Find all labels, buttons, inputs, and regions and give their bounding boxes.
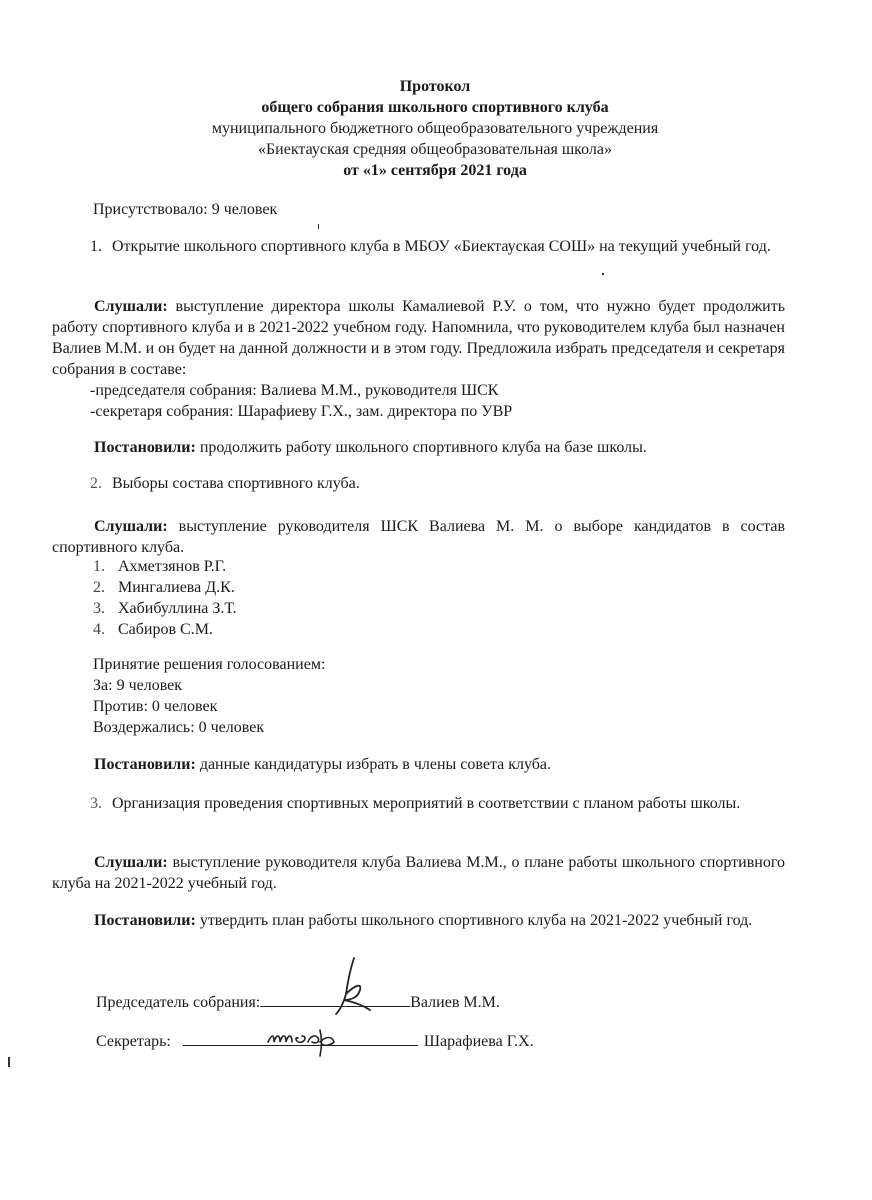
- chair-label: Председатель собрания:: [96, 994, 261, 1011]
- agenda-item-2: [90, 473, 785, 494]
- agenda-item-1: [90, 236, 785, 257]
- vote-against: Против: 0 человек: [93, 698, 218, 715]
- secretary-proposal-line: -секретаря собрания: Шарафиеву Г.Х., зам. директора по УВР: [90, 403, 513, 420]
- secretary-label: Секретарь:: [96, 1033, 171, 1050]
- candidate-list: [93, 556, 237, 640]
- item-3-heard-paragraph: [52, 852, 785, 894]
- item-1-resolved-text: продолжить работу школьного спортивного клуба на базе школы.: [195, 439, 647, 456]
- agenda-item-1-text: Открытие школьного спортивного клуба в МБОУ «Биектауская СОШ» на текущий учебный год.: [112, 238, 771, 255]
- document-header: [40, 76, 830, 181]
- item-1-resolution: [94, 437, 647, 458]
- scan-speck: [602, 273, 604, 275]
- item-3-resolved-text: утвердить план работы школьного спортивного клуба на 2021-2022 учебный год.: [195, 912, 753, 929]
- heard-label: Слушали:: [94, 854, 168, 871]
- attendance-line: Присутствовало: 9 человек: [93, 201, 278, 218]
- vote-for: За: 9 человек: [93, 677, 183, 694]
- secretary-name: Шарафиева Г.Х.: [423, 1033, 534, 1050]
- organization-line-2: «Биектауская средняя общеобразовательная школа»: [257, 141, 612, 158]
- vote-abstain: Воздержались: 0 человек: [93, 719, 265, 736]
- chair-handwritten-signature: [310, 950, 390, 1020]
- item-3-heard-text: выступление руководителя клуба Валиева М.М., о плане работы школьного спортивного клуба на 2021-2022 учебный год.: [52, 854, 785, 892]
- item-1-heard-paragraph: [52, 296, 785, 380]
- scan-speck: [8, 1057, 10, 1067]
- candidate-item: 3. Хабибуллина З.Т.: [93, 600, 237, 617]
- agenda-item-3-number: 3.: [90, 795, 102, 812]
- document-title: Протокол: [399, 78, 471, 95]
- scan-speck: [318, 224, 319, 229]
- resolved-label: Постановили:: [94, 439, 196, 456]
- chair-proposal-line: -председателя собрания: Валиева М.М., руководителя ШСК: [90, 382, 499, 399]
- resolved-label: Постановили:: [94, 756, 196, 773]
- item-1-heard-text: выступление директора школы Камалиевой Р.У. о том, что нужно будет продолжить работу спортивного клуба и в 2021-2022 учебном году. Напомнила, что руководителем клуба был назначен Валиев М.М. и он будет на данной должности и в этом году. Предложила избрать председателя и секретаря собрания в составе:: [52, 298, 785, 378]
- document-subtitle: общего собрания школьного спортивного клуба: [261, 99, 609, 116]
- agenda-item-2-text: Выборы состава спортивного клуба.: [112, 475, 360, 492]
- vote-title: Принятие решения голосованием:: [93, 656, 326, 673]
- item-2-resolved-text: данные кандидатуры избрать в члены совета клуба.: [195, 756, 552, 773]
- agenda-item-1-number: 1.: [90, 238, 102, 255]
- item-2-resolution: [94, 754, 551, 775]
- item-3-resolution: [52, 910, 785, 931]
- agenda-item-3-text: Организация проведения спортивных мероприятий в соответствии с планом работы школы.: [112, 795, 741, 812]
- heard-label: Слушали:: [94, 518, 168, 535]
- resolved-label: Постановили:: [94, 912, 196, 929]
- organization-line-1: муниципального бюджетного общеобразовательного учреждения: [211, 120, 659, 137]
- secretary-handwritten-signature: [262, 1012, 362, 1062]
- candidate-item: 4. Сабиров С.М.: [93, 621, 213, 638]
- item-2-heard-text: выступление руководителя ШСК Валиева М. М. о выборе кандидатов в состав спортивного клуба.: [52, 518, 785, 556]
- chair-signature-line: [96, 990, 500, 1013]
- document-date: от «1» сентября 2021 года: [343, 162, 527, 179]
- heard-label: Слушали:: [94, 298, 168, 315]
- agenda-item-2-number: 2.: [90, 475, 102, 492]
- chair-name: Валиев М.М.: [410, 994, 500, 1011]
- candidate-item: 1. Ахметзянов Р.Г.: [93, 558, 227, 575]
- item-2-heard-paragraph: [52, 516, 785, 558]
- agenda-item-3: [90, 793, 785, 814]
- candidate-item: 2. Мингалиева Д.К.: [93, 579, 235, 596]
